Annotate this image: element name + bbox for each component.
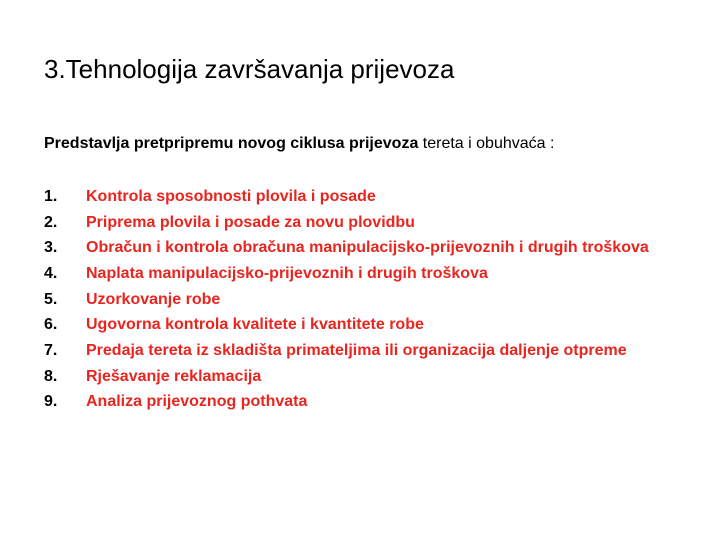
list-item-number: 5. (44, 290, 58, 308)
list-item-number: 1. (44, 188, 58, 205)
list-item-number: 6. (44, 316, 58, 333)
list-item (44, 364, 684, 390)
slide-title: 3.Tehnologija završavanja prijevoza (44, 54, 455, 84)
list-item-number: 4. (44, 265, 58, 282)
list-item-number: 2. (44, 213, 58, 231)
intro-rest: tereta i obuhvaća : (418, 135, 555, 152)
list-item-text: Ugovorna kontrola kvalitete i kvantitete robe (86, 316, 424, 333)
list-item (44, 312, 684, 338)
list-item (44, 184, 684, 210)
list-item-text: Predaja tereta iz skladišta primateljima ili organizacija daljenje otpreme (86, 341, 627, 359)
intro-lead: Predstavlja pretpripremu novog ciklusa prijevoza (44, 135, 419, 152)
numbered-list (44, 184, 684, 415)
list-item-text: Naplata manipulacijsko-prijevoznih i drugih troškova (86, 265, 488, 282)
list-item-number: 3. (44, 239, 58, 256)
list-item-text: Priprema plovila i posade za novu plovidbu (86, 213, 415, 231)
list-item (44, 338, 684, 364)
intro-text (44, 133, 554, 155)
list-item (44, 389, 684, 415)
list-item-text: Obračun i kontrola obračuna manipulacijsko-prijevoznih i drugih troškova (86, 239, 649, 256)
list-item (44, 210, 684, 236)
list-item-number: 8. (44, 367, 58, 385)
list-item (44, 287, 684, 313)
list-item-text: Rješavanje reklamacija (86, 367, 262, 385)
list-item-number: 7. (44, 341, 58, 359)
list-item (44, 261, 684, 287)
list-item-text: Analiza prijevoznog pothvata (86, 393, 308, 410)
list-item-text: Kontrola sposobnosti plovila i posade (86, 188, 376, 205)
list-item (44, 235, 684, 261)
list-item-text: Uzorkovanje robe (86, 290, 221, 308)
list-item-number: 9. (44, 393, 58, 410)
